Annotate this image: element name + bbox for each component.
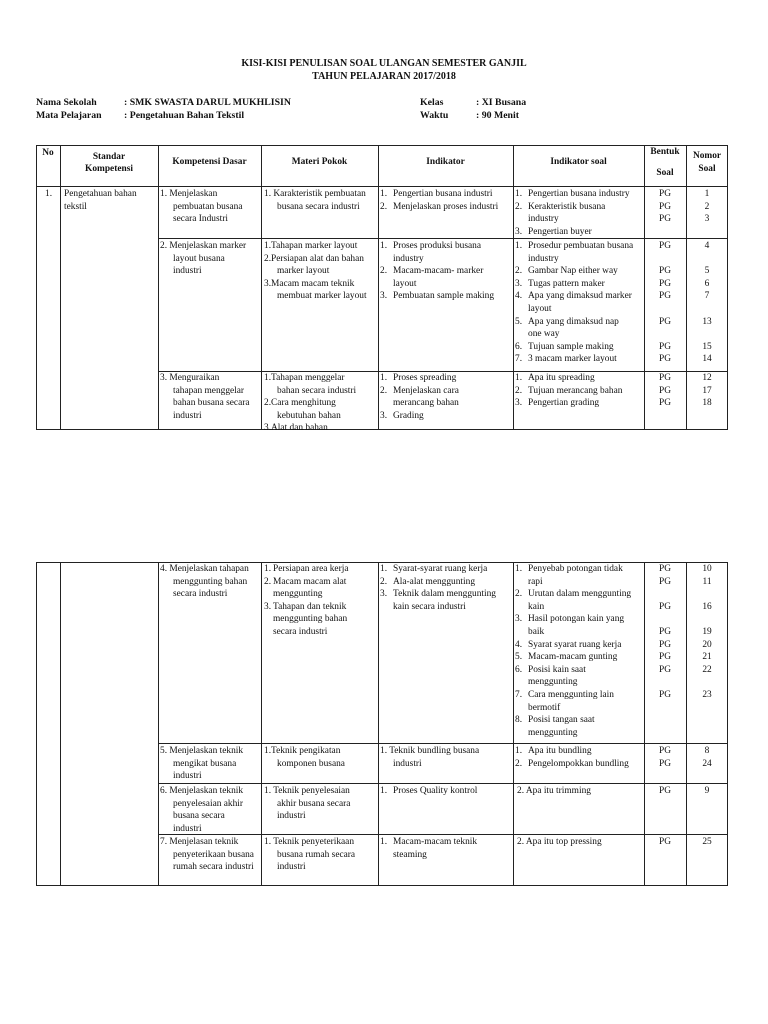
col-border: [261, 145, 262, 430]
waktu-label: Waktu: [420, 110, 449, 121]
header-standar-line1: Standar: [92, 152, 126, 162]
materi-text: 1.Tahapan marker layout: [264, 241, 358, 251]
kelas-value: : XI Busana: [476, 97, 527, 108]
indikator-soal-text: Pengertian buyer: [528, 226, 592, 237]
header-nomor-line2: Soal: [698, 164, 716, 174]
materi-text: komponen busana: [277, 758, 345, 769]
indikator-soal-text: one way: [528, 329, 560, 340]
list-number: 7.: [515, 354, 523, 365]
nomor-value: 15: [702, 341, 712, 352]
bentuk-value: PG: [659, 278, 671, 289]
list-number: 2.: [380, 385, 388, 396]
bentuk-value: PG: [659, 201, 671, 212]
indikator-soal-text: menggunting: [528, 677, 578, 688]
table-border: [36, 429, 728, 430]
bentuk-value: PG: [659, 241, 671, 251]
materi-text: Macam macam alat: [273, 576, 347, 587]
list-number: 1.: [380, 189, 388, 199]
indikator-soal-text: layout: [528, 303, 552, 314]
indikator-text: merancang bahan: [393, 398, 459, 409]
list-number: 1.: [380, 837, 388, 847]
indikator-text: Macam-macam- marker: [393, 266, 484, 277]
nomor-value: 5: [704, 266, 710, 277]
waktu-value: : 90 Menit: [476, 110, 519, 121]
bentuk-value: PG: [659, 214, 671, 225]
indikator-soal-1: [515, 188, 643, 238]
indikator-5: [380, 745, 512, 770]
list-number: 2.: [515, 758, 523, 769]
indikator-text: Proses produksi busana: [393, 241, 482, 251]
col-border: [60, 562, 61, 886]
materi-text: Persiapan area kerja: [273, 564, 349, 574]
indikator-soal-text: Pengertian busana industry: [528, 189, 630, 199]
list-number: 2.: [515, 385, 523, 396]
bentuk-value: PG: [659, 576, 671, 587]
materi-6: [264, 785, 377, 823]
list-number: 8.: [515, 715, 523, 726]
nomor-value: 19: [702, 626, 712, 637]
header-bentuk-line2: Soal: [656, 168, 674, 178]
list-number: 1.: [380, 241, 388, 251]
materi-text: busana rumah secara: [277, 849, 356, 860]
indikator-3: [380, 372, 512, 422]
kd-text: busana secara: [173, 811, 225, 822]
nomor-value: 18: [702, 398, 712, 409]
list-number: 1.: [380, 373, 388, 383]
indikator-text: Proses Quality kontrol: [393, 786, 478, 796]
kd-text: secara industri: [173, 589, 228, 600]
bentuk-value: PG: [659, 746, 671, 756]
list-number: 3.: [515, 226, 523, 237]
header-materi-pokok: Materi Pokok: [291, 157, 348, 167]
bentuk-value: PG: [659, 626, 671, 637]
nomor-soal-6: 9: [704, 786, 710, 796]
indikator-soal-text: Apa itu spreading: [528, 373, 595, 383]
list-number: 7.: [515, 689, 523, 700]
kisi-table-2: [36, 562, 728, 886]
indikator-soal-text: menggunting: [528, 727, 578, 738]
nomor-value: 7: [704, 291, 710, 302]
bentuk-value: PG: [659, 316, 671, 327]
nomor-value: 12: [702, 373, 712, 383]
bentuk-value: PG: [659, 341, 671, 352]
bentuk-value: PG: [659, 639, 671, 650]
bentuk-soal-7: PG: [659, 837, 671, 847]
kd-text: rumah secara industri: [173, 862, 254, 873]
bentuk-value: PG: [659, 354, 671, 365]
indikator-text: Pengertian busana industri: [393, 189, 493, 199]
list-number: 3.: [264, 601, 272, 612]
indikator-soal-text: Apa yang dimaksud marker: [528, 291, 632, 302]
col-border: [378, 145, 379, 430]
indikator-soal-text: Syarat syarat ruang kerja: [528, 639, 622, 650]
row-divider: [158, 743, 728, 744]
kd-text: bahan busana secara: [173, 398, 250, 409]
col-border: [158, 562, 159, 886]
bentuk-value: PG: [659, 564, 671, 574]
kd-text: industri: [173, 771, 202, 782]
list-number: 2.: [515, 201, 523, 212]
materi-text: 1.Tahapan menggelar: [264, 373, 345, 383]
indikator-7: [380, 836, 512, 861]
nomor-value: 13: [702, 316, 712, 327]
kd-6: [160, 785, 260, 835]
materi-1: [264, 188, 377, 213]
materi-text: 1. Teknik penyelesaian: [264, 786, 350, 796]
kd-text: 6. Menjelaskan teknik: [160, 786, 244, 796]
col-border: [513, 562, 514, 886]
kd-text: 7. Menjelasan teknik: [160, 837, 239, 847]
kd-text: tahapan menggelar: [173, 385, 245, 396]
nomor-soal-3: [686, 372, 728, 410]
list-number: 1.: [515, 564, 523, 574]
nomor-soal-7: 25: [702, 837, 712, 847]
indikator-soal-7: 2. Apa itu top pressing: [517, 837, 602, 847]
list-number: 6.: [515, 664, 523, 675]
materi-text: bahan secara industri: [277, 385, 357, 396]
materi-5: [264, 745, 377, 770]
indikator-text: Teknik dalam menggunting: [393, 589, 496, 600]
bentuk-value: PG: [659, 664, 671, 675]
row-divider: [158, 783, 728, 784]
materi-text: 3.Macam macam teknik: [264, 278, 355, 289]
list-number: 3.: [380, 589, 388, 600]
materi-text: 3.Alat dan bahan: [264, 423, 328, 434]
nomor-value: 4: [704, 241, 710, 251]
indikator-soal-text: Apa itu bundling: [528, 746, 592, 756]
indikator-soal-text: Tujuan sample making: [528, 341, 614, 352]
list-number: 3.: [515, 278, 523, 289]
indikator-soal-text: Posisi kain saat: [528, 664, 586, 675]
materi-text: akhir busana secara: [277, 798, 351, 809]
materi-text: 1.Teknik pengikatan: [264, 746, 341, 756]
indikator-soal-text: Tujuan merancang bahan: [528, 385, 623, 396]
materi-2: [264, 240, 377, 303]
nomor-value: 22: [702, 664, 712, 675]
kd-4: [160, 563, 260, 601]
indikator-soal-text: Gambar Nap either way: [528, 266, 618, 277]
kd-text: industri: [173, 266, 202, 277]
indikator-soal-text: 3 macam marker layout: [528, 354, 617, 365]
list-number: 1.: [515, 746, 523, 756]
materi-text: menggunting: [273, 589, 323, 600]
indikator-text: Proses spreading: [393, 373, 457, 383]
list-number: 5.: [515, 316, 523, 327]
kd-text: 3. Menguraikan: [160, 373, 220, 383]
indikator-soal-text: Hasil potongan kain yang: [528, 614, 625, 625]
indikator-soal-text: Penyebab potongan tidak: [528, 564, 623, 574]
list-number: 3.: [380, 410, 388, 421]
document-title: KISI-KISI PENULISAN SOAL ULANGAN SEMESTER GANJIL: [241, 58, 527, 69]
nomor-value: 2: [704, 201, 710, 212]
kd-text: 4. Menjelaskan tahapan: [160, 564, 249, 574]
list-number: 2.: [380, 201, 388, 212]
nomor-value: 21: [702, 652, 712, 663]
table-border: [36, 885, 728, 886]
indikator-text: Pembuatan sample making: [393, 291, 495, 302]
indikator-soal-3: [515, 372, 643, 410]
nomor-value: 23: [702, 689, 712, 700]
list-number: 6.: [515, 341, 523, 352]
header-no: No: [42, 148, 54, 158]
list-number: 3.: [380, 291, 388, 302]
indikator-text: 1. Teknik bundling busana: [380, 746, 480, 756]
indikator-soal-text: rapi: [528, 576, 543, 587]
indikator-text: Menjelaskan cara: [393, 385, 459, 396]
indikator-soal-text: Pengertian grading: [528, 398, 600, 409]
table-border: [36, 145, 728, 146]
kd-7: [160, 836, 260, 874]
kd-text: penyelesaian akhir: [173, 798, 244, 809]
indikator-6: [380, 785, 512, 798]
materi-text: Tahapan dan teknik: [273, 601, 347, 612]
indikator-soal-text: Macam-macam gunting: [528, 652, 618, 663]
bentuk-value: PG: [659, 652, 671, 663]
nomor-value: 17: [702, 385, 712, 396]
bentuk-soal-3: [644, 372, 686, 410]
kd-text: pembuatan busana: [173, 201, 243, 212]
bentuk-value: PG: [659, 266, 671, 277]
indikator-text: steaming: [393, 849, 427, 860]
materi-text: 1. Teknik penyeterikaan: [264, 837, 355, 847]
list-number: 5.: [515, 652, 523, 663]
indikator-text: kain secara industri: [393, 601, 466, 612]
indikator-soal-text: industry: [528, 253, 559, 264]
indikator-soal-text: Tugas pattern maker: [528, 278, 605, 289]
nomor-value: 6: [704, 278, 710, 289]
indikator-soal-text: industry: [528, 214, 559, 225]
indikator-soal-4: [515, 563, 643, 739]
sekolah-value: : SMK SWASTA DARUL MUKHLISIN: [124, 97, 291, 108]
kd-text: menggunting bahan: [173, 576, 248, 587]
nomor-value: 1: [704, 189, 710, 199]
bentuk-value: PG: [659, 189, 671, 199]
kd-text: secara Industri: [173, 214, 228, 225]
materi-3: [264, 372, 377, 435]
list-number: 2.: [380, 576, 388, 587]
nomor-value: 16: [702, 601, 712, 612]
kd-1: [160, 188, 260, 226]
list-number: 2.: [380, 266, 388, 277]
sekolah-label: Nama Sekolah: [36, 97, 97, 108]
mapel-label: Mata Pelajaran: [36, 110, 102, 121]
materi-text: marker layout: [277, 266, 330, 277]
bentuk-value: PG: [659, 291, 671, 302]
materi-text: membuat marker layout: [277, 291, 367, 302]
list-number: 2.: [515, 589, 523, 600]
list-number: 4.: [515, 291, 523, 302]
nomor-soal-1: [686, 188, 728, 226]
header-divider: [36, 186, 728, 187]
kd-3: [160, 372, 260, 422]
indikator-4: [380, 563, 512, 613]
list-number: 4.: [515, 639, 523, 650]
indikator-soal-text: kain: [528, 601, 545, 612]
indikator-text: Menjelaskan proses industri: [393, 201, 499, 212]
nomor-soal-2: [686, 240, 728, 366]
nomor-value: 10: [702, 564, 712, 574]
indikator-text: layout: [393, 278, 417, 289]
kd-text: industri: [173, 823, 202, 834]
bentuk-soal-4: [644, 563, 686, 702]
standar-kompetensi: [64, 188, 156, 213]
indikator-2: [380, 240, 512, 303]
nomor-value: 11: [702, 576, 712, 587]
bentuk-value: PG: [659, 689, 671, 700]
indikator-soal-2: [515, 240, 643, 366]
materi-text: industri: [277, 811, 306, 822]
bentuk-value: PG: [659, 758, 671, 769]
list-number: 1.: [380, 786, 388, 796]
bentuk-soal-1: [644, 188, 686, 226]
list-number: 1.: [515, 189, 523, 199]
col-border: [60, 145, 61, 430]
nomor-soal-5: [686, 745, 728, 770]
nomor-value: 14: [702, 354, 712, 365]
nomor-value: 8: [704, 746, 710, 756]
mapel-value: : Pengetahuan Bahan Tekstil: [124, 110, 245, 121]
kd-5: [160, 745, 260, 783]
header-nomor-line1: Nomor: [692, 151, 722, 161]
list-number: 1.: [264, 564, 272, 574]
indikator-soal-text: Urutan dalam menggunting: [528, 589, 632, 600]
col-border: [36, 562, 37, 886]
kd-text: mengikat busana: [173, 758, 237, 769]
kelas-label: Kelas: [420, 97, 444, 108]
indikator-text: industri: [393, 758, 422, 769]
indikator-soal-text: Kerakteristik busana: [528, 201, 606, 212]
materi-text: 2.Persiapan alat dan bahan: [264, 253, 364, 264]
list-number: 1.: [380, 564, 388, 574]
materi-text: 1. Karakteristik pembuatan: [264, 189, 366, 199]
indikator-soal-5: [515, 745, 643, 770]
bentuk-soal-5: [644, 745, 686, 770]
list-number: 3.: [515, 614, 523, 625]
standar-line: Pengetahuan bahan: [64, 189, 137, 199]
header-indikator-soal: Indikator soal: [550, 157, 607, 167]
list-number: 1.: [515, 241, 523, 251]
list-number: 1.: [515, 373, 523, 383]
kd-text: layout busana: [173, 253, 225, 264]
indikator-text: industry: [393, 253, 424, 264]
nomor-value: 20: [702, 639, 712, 650]
indikator-text: Syarat-syarat ruang kerja: [393, 564, 488, 574]
col-border: [378, 562, 379, 886]
materi-text: menggunting bahan: [273, 614, 348, 625]
kd-text: 2. Menjelaskan marker: [160, 241, 247, 251]
indikator-soal-text: bermotif: [528, 702, 561, 713]
materi-text: kebutuhan bahan: [277, 410, 341, 421]
col-border: [36, 145, 37, 430]
indikator-soal-text: Posisi tangan saat: [528, 715, 595, 726]
materi-text: industri: [277, 862, 306, 873]
bentuk-value: PG: [659, 601, 671, 612]
materi-text: secara industri: [273, 626, 328, 637]
col-border: [261, 562, 262, 886]
list-number: 2.: [515, 266, 523, 277]
list-number: 3.: [515, 398, 523, 409]
indikator-text: Grading: [393, 410, 424, 421]
bentuk-value: PG: [659, 385, 671, 396]
col-border: [158, 145, 159, 430]
indikator-text: Macam-macam teknik: [393, 837, 478, 847]
nomor-soal-4: [686, 563, 728, 702]
header-standar-line2: Kompetensi: [85, 164, 133, 174]
materi-text: 2.Cara menghitung: [264, 398, 336, 409]
kd-text: industri: [173, 410, 202, 421]
header-bentuk-line1: Bentuk: [650, 147, 680, 157]
indikator-soal-text: Prosedur pembuatan busana: [528, 241, 634, 251]
materi-4: [264, 563, 377, 639]
bentuk-soal-6: PG: [659, 786, 671, 796]
kisi-table-1: [36, 145, 728, 434]
header-kompetensi-dasar: Kompetensi Dasar: [172, 157, 247, 167]
indikator-1: [380, 188, 512, 213]
bentuk-value: PG: [659, 373, 671, 383]
header-indikator: Indikator: [426, 157, 465, 167]
col-border: [513, 145, 514, 430]
indikator-soal-text: Cara menggunting lain: [528, 689, 614, 700]
indikator-soal-text: Pengelompokkan bundling: [528, 758, 629, 769]
document-subtitle: TAHUN PELAJARAN 2017/2018: [312, 71, 456, 82]
bentuk-soal-2: [644, 240, 686, 366]
kd-text: 5. Menjelaskan teknik: [160, 746, 244, 756]
kd-text: penyeterikaan busana: [173, 849, 254, 860]
materi-7: [264, 836, 377, 874]
indikator-soal-6: 2. Apa itu trimming: [517, 786, 591, 796]
list-number: 2.: [264, 576, 272, 587]
materi-text: busana secara industri: [277, 201, 360, 212]
kd-2: [160, 240, 260, 278]
nomor-value: 3: [704, 214, 710, 225]
nomor-value: 24: [702, 758, 712, 769]
indikator-soal-text: baik: [528, 626, 545, 637]
bentuk-value: PG: [659, 398, 671, 409]
row-number: 1.: [45, 189, 53, 199]
kd-text: 1. Menjelaskan: [160, 189, 218, 199]
indikator-soal-text: Apa yang dimaksud nap: [528, 316, 619, 327]
standar-line: tekstil: [64, 201, 87, 212]
indikator-text: Ala-alat menggunting: [393, 576, 476, 587]
